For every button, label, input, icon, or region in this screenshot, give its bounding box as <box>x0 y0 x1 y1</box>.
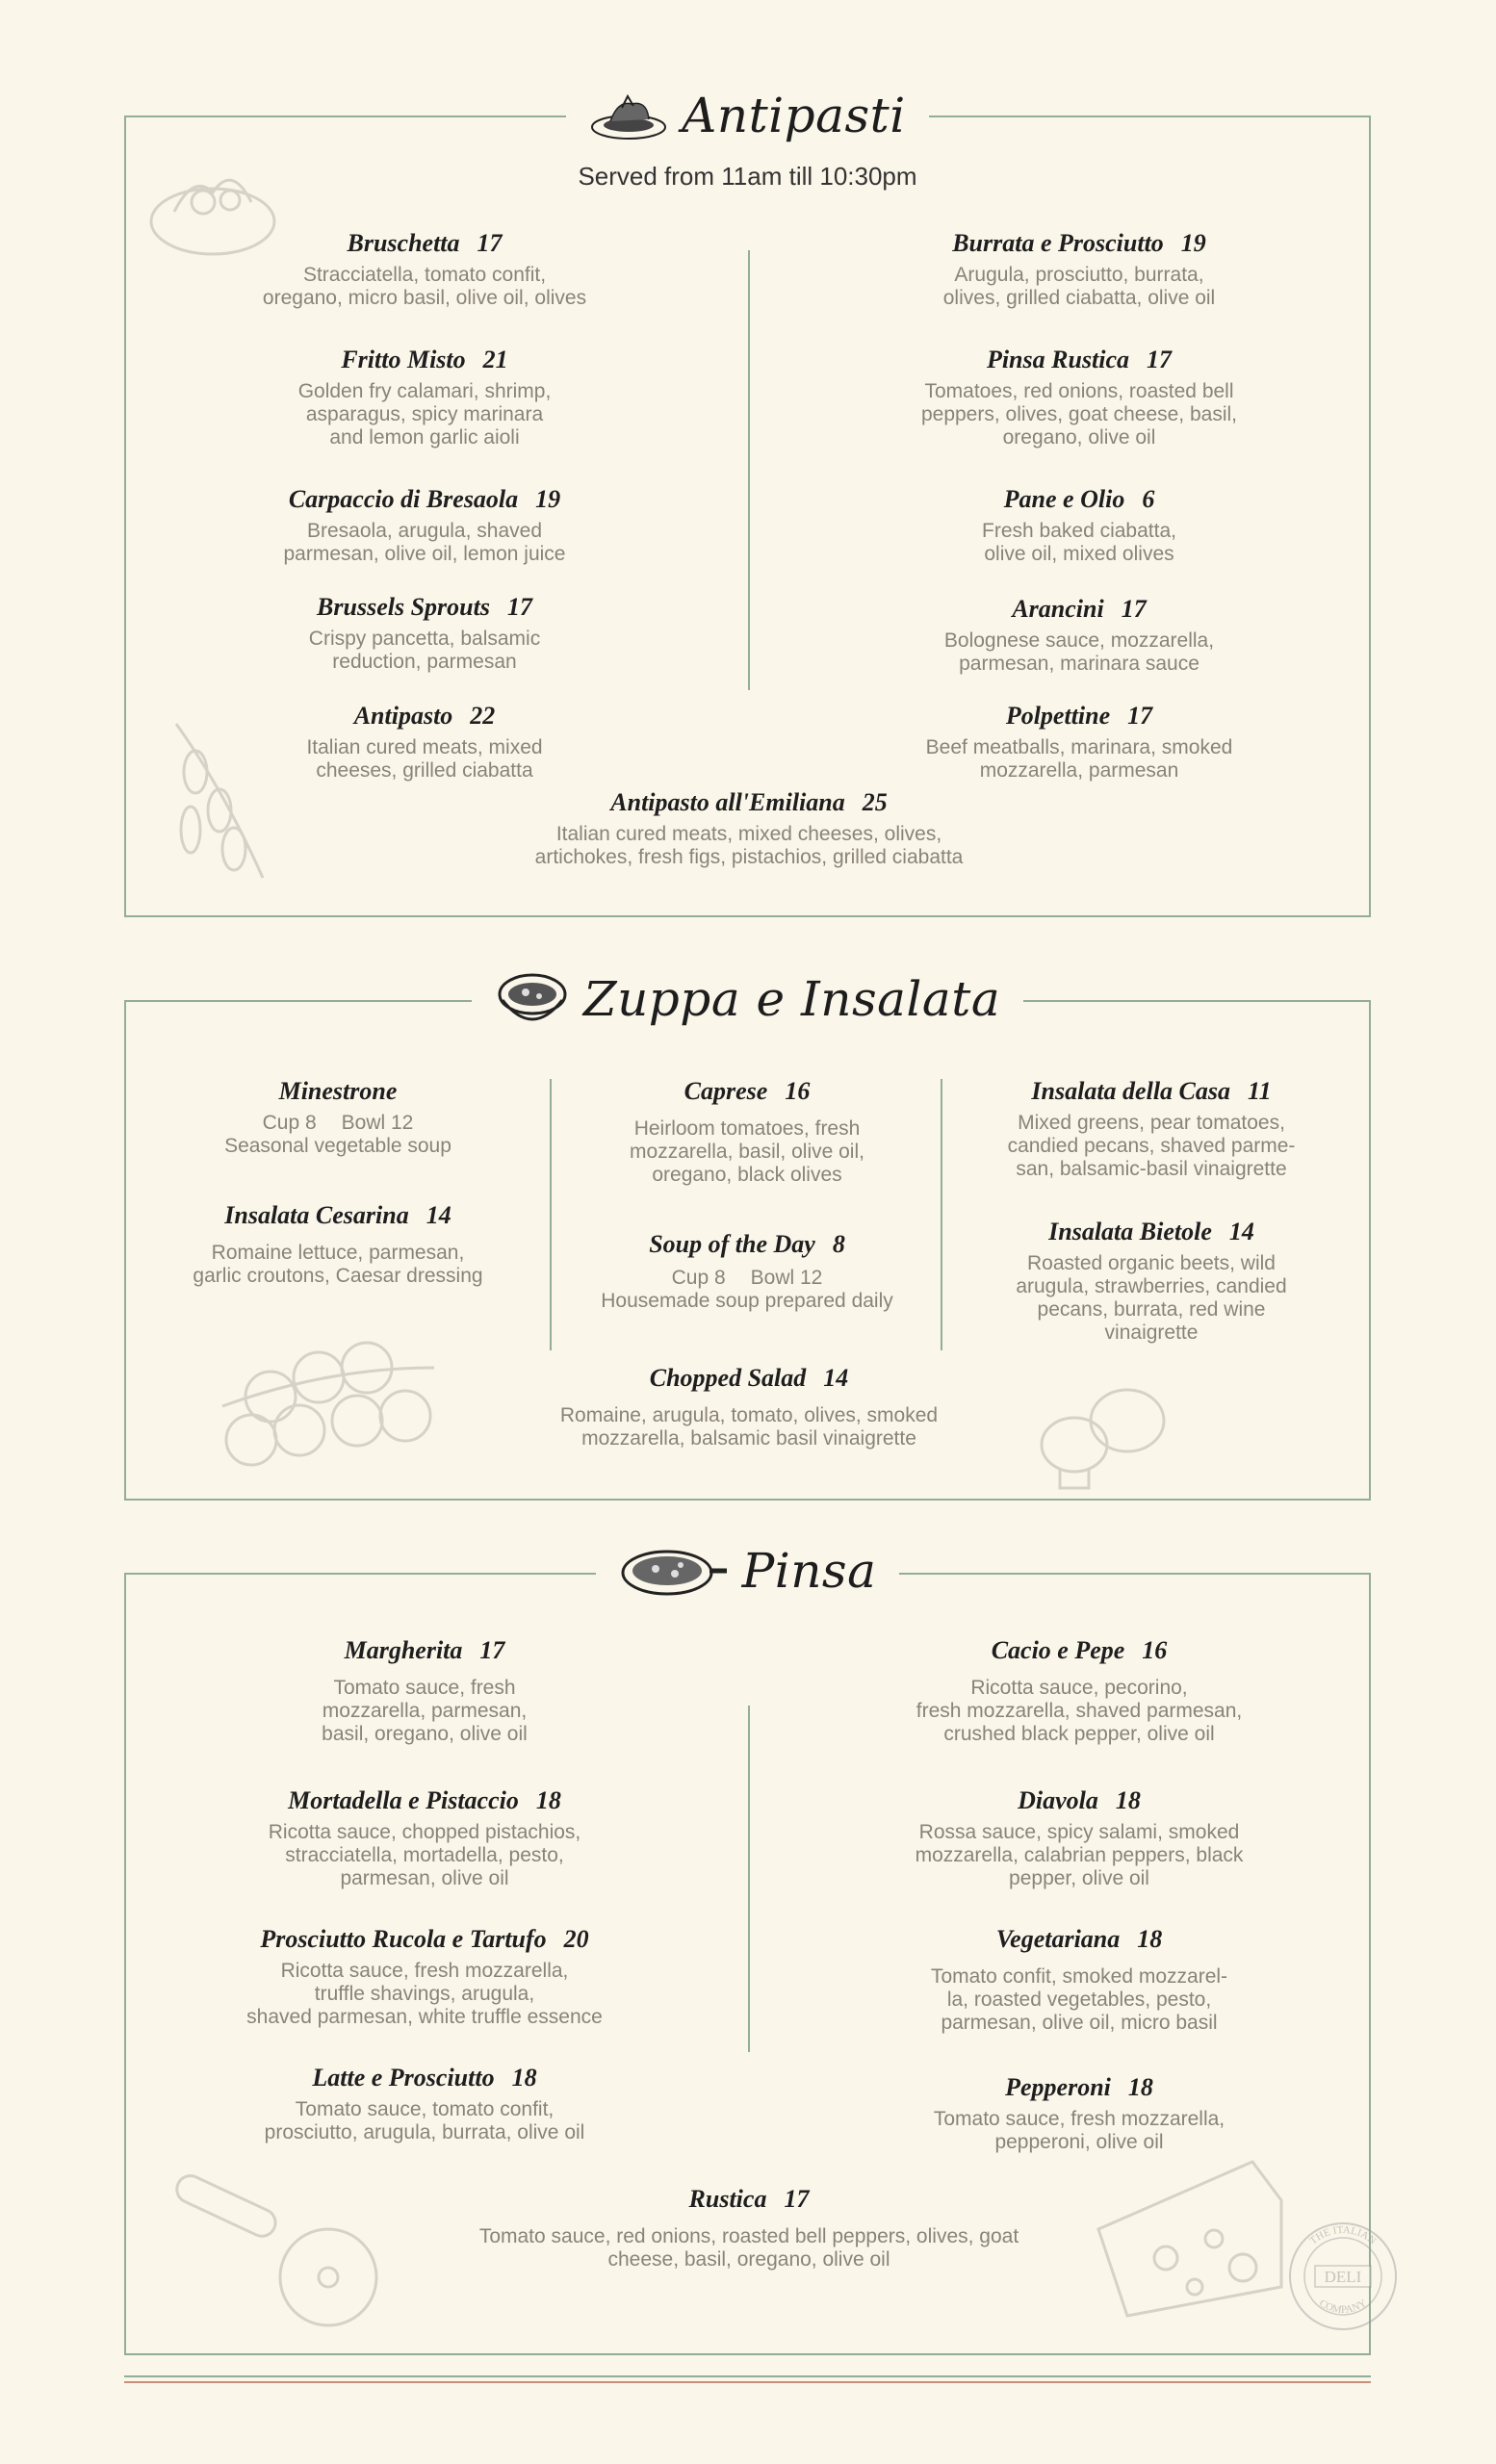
menu-item: Brussels Sprouts 17 Crispy pancetta, balsamic reduction, parmesan <box>308 593 541 673</box>
menu-item: Pinsa Rustica 17 Tomatoes, red onions, roasted bell peppers, olives, goat cheese, basil, oregano, olive oil <box>920 346 1238 449</box>
svg-text:COMPANY: COMPANY <box>1317 2297 1369 2317</box>
menu-item: Polpettine 17 Beef meatballs, marinara, smoked mozzarella, parmesan <box>925 702 1233 782</box>
deli-company-stamp <box>1286 2220 1400 2333</box>
section-title: Zuppa e Insalata <box>582 971 1001 1027</box>
pinsa-section <box>124 1543 1379 2355</box>
column-divider <box>748 250 750 690</box>
svg-text:THE ITALIAN: THE ITALIAN <box>1307 2223 1379 2247</box>
menu-item: Mortadella e Pistaccio 18 Ricotta sauce, chopped pistachios, stracciatella, mortadella, pesto, parmesan, olive oil <box>268 1786 581 1889</box>
menu-item: Insalata Bietole 14 Roasted organic beets, wild arugula, strawberries, candied pecans, burrata, red wine vinaigrette <box>1016 1218 1287 1344</box>
menu-item: Chopped Salad 14 Romaine, arugula, tomato, olives, smoked mozzarella, balsamic basil vinaigrette <box>559 1364 939 1450</box>
pizza-cutter-icon <box>174 2162 396 2335</box>
cheese-wedge-icon <box>1089 2152 1291 2325</box>
column-divider <box>941 1079 942 1350</box>
footer-rule-green <box>124 2375 1371 2377</box>
menu-item: Cacio e Pepe 16 Ricotta sauce, pecorino, fresh mozzarella, shaved parmesan, crushed black pepper, olive oil <box>916 1636 1243 1745</box>
antipasti-section <box>124 88 1371 917</box>
column-divider <box>748 1706 750 2052</box>
menu-item: Caprese 16 Heirloom tomatoes, fresh mozzarella, basil, olive oil, oregano, black olives <box>630 1077 864 1186</box>
menu-item: Pepperoni 18 Tomato sauce, fresh mozzarella, pepperoni, olive oil <box>933 2073 1225 2153</box>
menu-item: Bruschetta 17 Stracciatella, tomato confit, oregano, micro basil, olive oil, olives <box>262 229 587 309</box>
menu-item: Rustica 17 Tomato sauce, red onions, roasted bell peppers, olives, goat cheese, basil, oregano, olive oil <box>478 2185 1019 2271</box>
menu-item: Carpaccio di Bresaola 19 Bresaola, arugula, shaved parmesan, olive oil, lemon juice <box>283 485 566 565</box>
menu-item: Diavola 18 Rossa sauce, spicy salami, smoked mozzarella, calabrian peppers, black pepper, olive oil <box>915 1786 1244 1889</box>
menu-item: Vegetariana 18 Tomato confit, smoked mozzarel- la, roasted vegetables, pesto, parmesan, olive oil, micro basil <box>930 1925 1228 2034</box>
zuppa-section <box>124 971 1371 1501</box>
menu-item: Antipasto all'Emiliana 25 Italian cured meats, mixed cheeses, olives, artichokes, fresh figs, pistachios, grilled ciabatta <box>534 788 964 868</box>
pizza-board-icon <box>619 1542 729 1600</box>
tomato-vine-icon <box>213 1329 444 1474</box>
menu-item: Burrata e Prosciutto 19 Arugula, prosciutto, burrata, olives, grilled ciabatta, olive oil <box>942 229 1216 309</box>
menu-item: Insalata della Casa 11 Mixed greens, pear tomatoes, candied pecans, shaved parme- san, balsamic-basil vinaigrette <box>1007 1077 1296 1180</box>
menu-item: Margherita 17 Tomato sauce, fresh mozzarella, parmesan, basil, oregano, olive oil <box>322 1636 528 1745</box>
section-title: Antipasti <box>682 88 906 143</box>
section-title: Pinsa <box>741 1543 877 1599</box>
menu-item: Arancini 17 Bolognese sauce, mozzarella, parmesan, marinara sauce <box>943 595 1215 675</box>
svg-text:DELI: DELI <box>1324 2268 1362 2286</box>
menu-item: Antipasto 22 Italian cured meats, mixed cheeses, grilled ciabatta <box>306 702 543 782</box>
menu-item: Pane e Olio 6 Fresh baked ciabatta, olive oil, mixed olives <box>982 485 1176 565</box>
plated-dish-icon <box>589 87 668 144</box>
menu-item: Insalata Cesarina 14 Romaine lettuce, parmesan, garlic croutons, Caesar dressing <box>193 1201 483 1287</box>
footer-rule-red <box>124 2381 1371 2383</box>
soup-bowl-icon <box>495 967 570 1031</box>
service-hours: Served from 11am till 10:30pm <box>578 162 917 191</box>
menu-item: Minestrone Cup 8 Bowl 12 Seasonal vegetable soup <box>224 1077 451 1157</box>
menu-item: Fritto Misto 21 Golden fry calamari, shrimp, asparagus, spicy marinara and lemon garlic aioli <box>297 346 552 449</box>
mushroom-icon <box>1031 1377 1175 1493</box>
menu-item: Prosciutto Rucola e Tartufo 20 Ricotta sauce, fresh mozzarella, truffle shavings, arugula, shaved parmesan, white truffle essence <box>246 1925 603 2028</box>
menu-item: Latte e Prosciutto 18 Tomato sauce, tomato confit, prosciutto, arugula, burrata, olive oil <box>264 2064 585 2143</box>
menu-item: Soup of the Day 8 Cup 8 Bowl 12 Housemade soup prepared daily <box>601 1230 893 1312</box>
column-divider <box>550 1079 552 1350</box>
